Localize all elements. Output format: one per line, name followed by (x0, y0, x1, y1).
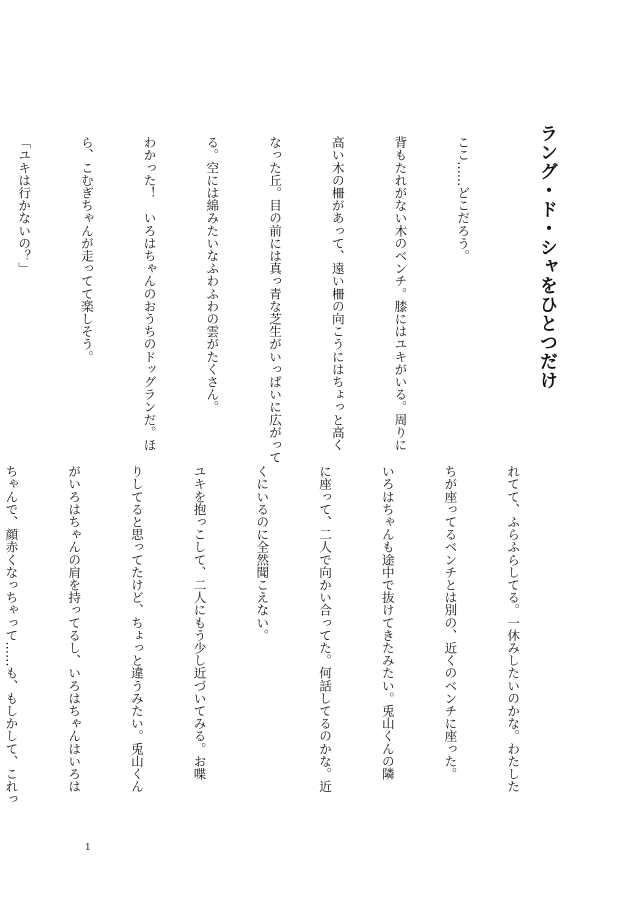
text-line: 「ユキは行かないの？」 (16, 136, 32, 275)
text-line: りしてると思ってたけど、ちょっと違うみたい。兎山くん (128, 465, 144, 793)
upper-text-block (16, 136, 514, 464)
text-line: いろはちゃんも途中で抜けてきたみたい。兎山くんの隣 (379, 465, 395, 780)
text-line: わかった！ いろはちゃんのおうちのドッグランだ。ほ (141, 136, 157, 451)
text-line: ここ……どこだろう。 (455, 136, 471, 262)
page-number: 1 (85, 843, 91, 853)
lower-text-block (3, 465, 564, 806)
chapter-title: ラング・ド・シャをひとつだけ (537, 124, 558, 390)
text-line: る。空には綿みたいなふわふわの雲がたくさん。 (204, 136, 220, 414)
text-line: ちが座ってるベンチとは別の、近くのベンチに座った。 (442, 465, 458, 780)
text-line: がいろはちゃんの肩を持ってるし、いろはちゃんはいろは (66, 465, 82, 793)
text-line: 高い木の柵があって、遠い柵の向こうにはちょっと高く (329, 136, 345, 451)
text-line: に座って、二人で向かい合ってた。何話してるのかな。近 (317, 465, 333, 793)
text-line: 背もたれがない木のベンチ。膝にはユキがいる。周りに (392, 136, 408, 451)
text-line: ユキを抱っこして、二人にもう少し近づいてみる。お喋 (191, 465, 207, 780)
text-line: れてて、ふらふらしてる。一休みしたいのかな。わたした (505, 465, 521, 793)
text-line: ちゃんで、顔赤くなっちゃって……も、もしかして、これっ (3, 465, 19, 806)
text-line: なった丘。目の前には真っ青な芝生がいっぱいに広がって (267, 136, 283, 464)
text-line: くにいるのに全然聞こえない。 (254, 465, 270, 642)
text-line: ら、こむぎちゃんが走ってて楽しそう。 (78, 136, 94, 363)
